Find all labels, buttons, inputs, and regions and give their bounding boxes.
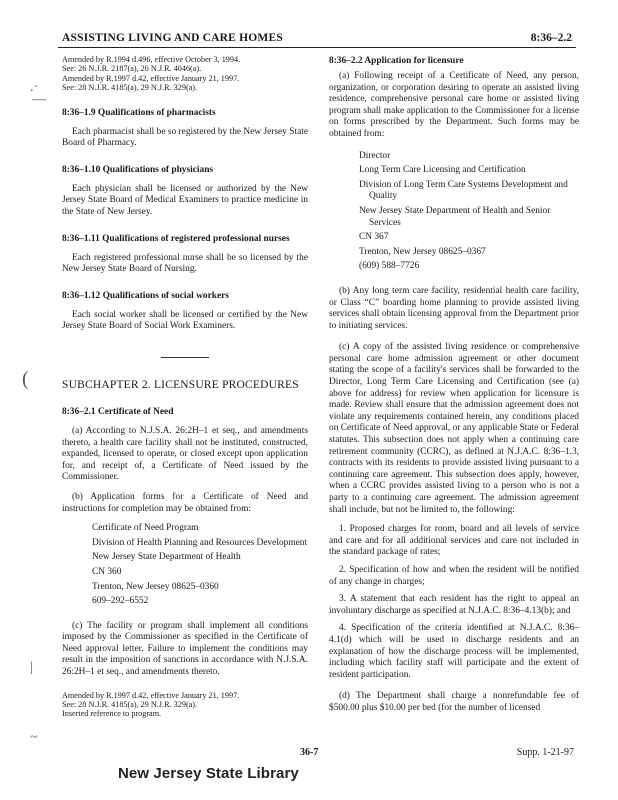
- margin-mark: —: [32, 92, 46, 107]
- section-text: (a) According to N.J.S.A. 26:2H–1 et seq., and amendments thereto, a health care facility shall not be instituted, constructed, expanded, licensed to operate, or closed except upon application for, and receipt of, a Certificate of Need issued by the Commissioner.: [62, 425, 308, 483]
- section-heading: 8:36–2.2 Application for licensure: [329, 56, 464, 66]
- list-item: 3. A statement that each resident has the right to appeal an involuntary discharge as specified at N.J.A.C. 8:36–4.13(b); and: [329, 594, 579, 616]
- address-block: Certificate of Need Program Division of Health Planning and Resources Development New Jersey State Department of Health CN 360 Trenton, New Jersey 08625–0360 609–292–6552: [92, 523, 308, 607]
- section-text: (b) Any long term care facility, residential health care facility, or Class “C” boarding home planning to provide assisted living services shall obtain licensing approval from the Department prior to initiating services.: [329, 285, 579, 331]
- margin-mark: .·: [30, 80, 39, 95]
- list-item: 4. Specification of the criteria identified at N.J.A.C. 8:36–4.1(d) which will be used to discharge residents and an explanation of how the discharge process will be implemented, including which facility staff will participate and the extent of resident participation.: [329, 623, 579, 680]
- amendment-note: Amended by R.1997 d.42, effective January 21, 1997. See: 28 N.J.R. 4185(a), 29 N.J.R. 329(a). Inserted reference to program.: [62, 690, 240, 719]
- section-heading: 8:36–1.10 Qualifications of physicians: [62, 164, 214, 175]
- section-text: (c) The facility or program shall implement all conditions imposed by the Commissioner as specified in the Certificate of Need approval letter. Failure to implement the conditions may result in the imposition of sanctions in accordance with N.J.S.A. 26:2H–1 et seq., and amendments thereto.: [62, 620, 308, 678]
- margin-mark: ~: [30, 730, 38, 745]
- section-text: Each registered professional nurse shall be so licensed by the New Jersey State Board of Nursing.: [62, 252, 308, 275]
- requirements-list: [329, 524, 579, 681]
- section-text: (c) A copy of the assisted living residence or comprehensive personal care home admission agreement or other document stating the scope of a facility's services shall be forwarded to the Director, Long Term Care Licensing and Certification (see (a) above for address) for review when application for licensure is made. Review shall ensure that the admission agreement does not violate any requirements contained herein, any conditions placed on Certificate of Need approval, or any applicable State or Federal statutes. This subsection does not apply when a continuing care retirement community (CCRC), as defined at N.J.A.C. 8:36–1.3, contracts with its residents to provide assisted living pursuant to a continuing care agreement. This subsection does apply, however, when a CCRC provides assisted living to a person who is not a party to a continuing care agreement. The admission agreement shall include, but not be limited to, the following:: [329, 342, 579, 515]
- subchapter-title: SUBCHAPTER 2. LICENSURE PROCEDURES: [62, 378, 299, 391]
- section-text: (b) Application forms for a Certificate of Need and instructions for completion may be obtained from:: [62, 491, 308, 514]
- section-text: Each physician shall be licensed or authorized by the New Jersey State Board of Medical Examiners to practice medicine in the State of New Jersey.: [62, 183, 308, 217]
- header-title: ASSISTING LIVING AND CARE HOMES: [62, 32, 283, 44]
- supplement-date: Supp. 1-21-97: [516, 747, 574, 758]
- margin-mark: |: [30, 660, 33, 675]
- section-heading: 8:36–1.12 Qualifications of social workers: [62, 290, 229, 301]
- address-block: Director Long Term Care Licensing and Certification Division of Long Term Care Systems Development and Quality New Jersey State Department of Health and Senior Services CN 367 Trenton, New Jersey 08625–0367 (609) 588–7726: [359, 150, 568, 272]
- library-stamp: New Jersey State Library: [118, 765, 299, 782]
- amendment-note: Amended by R.1994 d.496, effective October 3, 1994. See: 26 N.J.R. 2187(a), 26 N.J.R. 4046(a). Amended by R.1997 d.42, effective January 21, 1997. See: 28 N.J.R. 4185(a), 29 N.J.R. 329(a).: [62, 55, 241, 93]
- margin-mark: (: [22, 368, 29, 390]
- section-text: Each pharmacist shall be so registered by the New Jersey State Board of Pharmacy.: [62, 126, 308, 149]
- section-heading: 8:36–1.9 Qualifications of pharmacists: [62, 107, 216, 118]
- section-text: Each social worker shall be licensed or certified by the New Jersey State Board of Social Work Examiners.: [62, 309, 308, 332]
- section-heading: 8:36–1.11 Qualifications of registered professional nurses: [62, 233, 290, 244]
- section-text: (d) The Department shall charge a nonrefundable fee of $500.00 plus $10.00 per bed (for the number of licensed: [329, 691, 579, 713]
- section-text: (a) Following receipt of a Certificate of Need, any person, organization, or corporation desiring to operate an assisted living residence, comprehensive personal care home or assisted living program shall make application to the Commissioner for a license on forms prescribed by the Department. Such forms may be obtained from:: [329, 71, 579, 139]
- section-heading: 8:36–2.1 Certificate of Need: [62, 406, 174, 417]
- header-section: 8:36–2.2: [530, 32, 572, 44]
- page-number: 36-7: [300, 747, 319, 758]
- list-item: 2. Specification of how and when the resident will be notified of any change in charges;: [329, 564, 579, 587]
- left-column: [62, 55, 308, 719]
- right-column: [329, 55, 579, 715]
- list-item: 1. Proposed charges for room, board and all levels of service and care and for all additional services and care not included in the standard package of rates;: [329, 524, 579, 558]
- running-header: [58, 27, 576, 48]
